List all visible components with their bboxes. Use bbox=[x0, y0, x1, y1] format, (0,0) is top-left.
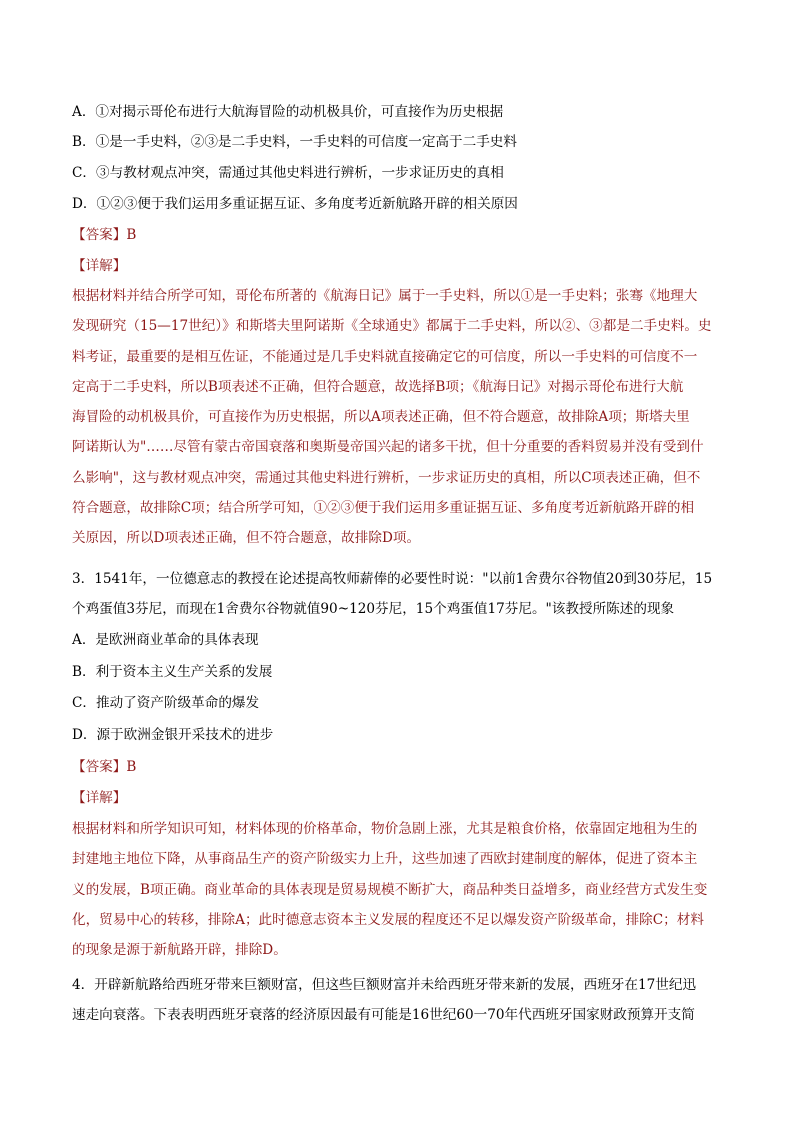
q3-explanation-line: 化，贸易中心的转移，排除A；此时德意志资本主义发展的程度还不足以爆发资产阶级革命，排除C；材料 bbox=[72, 911, 704, 928]
q3-option-b: B．利于资本主义生产关系的发展 bbox=[72, 664, 273, 680]
q2-explanation-line: 关原因，所以D项表述正确，但不符合题意，故排除D项。 bbox=[72, 530, 421, 547]
q3-detail-label: 【详解】 bbox=[72, 790, 127, 806]
q2-detail-label: 【详解】 bbox=[72, 258, 127, 274]
q4-stem bbox=[72, 970, 724, 1031]
q2-option-b: B．①是一手史料，②③是二手史料，一手史料的可信度一定高于二手史料 bbox=[72, 134, 517, 150]
q2-explanation-line: 符合题意，故排除C项；结合所学可知，①②③便于我们运用多重证据互证、多角度考近新航路开辟的相 bbox=[72, 500, 695, 517]
q3-option-a: A．是欧洲商业革命的具体表现 bbox=[72, 632, 259, 648]
q3-explanation bbox=[72, 814, 724, 965]
q3-explanation-line: 的现象是源于新航路开辟，排除D。 bbox=[72, 942, 287, 959]
q4-stem-line: 4．开辟新航路给西班牙带来巨额财富，但这些巨额财富并未给西班牙带来新的发展，西班牙在17世纪迅 bbox=[72, 977, 697, 993]
q4-stem-line: 速走向衰落。下表表明西班牙衰落的经济原因最有可能是16世纪60一70年代西班牙国家财政预算开支简 bbox=[72, 1007, 695, 1024]
q2-explanation-line: 根据材料并结合所学可知，哥伦布所著的《航海日记》属于一手史料，所以①是一手史料；张骞《地理大 bbox=[72, 288, 698, 304]
q2-explanation-line: 定高于二手史料，所以B项表述不正确，但符合题意，故选择B项；《航海日记》对揭示哥伦布进行大航 bbox=[72, 378, 684, 395]
q2-explanation-line: 阿诺斯认为"……尽管有蒙古帝国衰落和奥斯曼帝国兴起的诸多干扰，但十分重要的香料贸易并没有受到什 bbox=[72, 439, 704, 456]
q2-explanation-line: 发现研究（15—17世纪）》和斯塔夫里阿诺斯《全球通史》都属于二手史料，所以②、③都是二手史料。史 bbox=[72, 318, 712, 335]
q3-stem bbox=[72, 564, 724, 625]
q2-option-d: D．①②③便于我们运用多重证据互证、多角度考近新航路开辟的相关原因 bbox=[72, 196, 518, 212]
q3-explanation-line: 义的发展，B项正确。商业革命的具体表现是贸易规模不断扩大，商品种类日益增多，商业经营方式发生变 bbox=[72, 881, 708, 898]
q2-answer: 【答案】B bbox=[72, 227, 137, 243]
q2-explanation-line: 海冒险的动机极具价，可直接作为历史根据，所以A项表述正确，但不符合题意，故排除A项；斯塔夫里 bbox=[72, 409, 690, 426]
q2-explanation-line: 料考证，最重要的是相互佐证，不能通过是几手史料就直接确定它的可信度，所以一手史料的可信度不一 bbox=[72, 348, 698, 365]
q2-option-c: C．③与教材观点冲突，需通过其他史料进行辨析，一步求证历史的真相 bbox=[72, 165, 504, 181]
q3-explanation-line: 封建地主地位下降，从事商品生产的资产阶级实力上升，这些加速了西欧封建制度的解体，促进了资本主 bbox=[72, 851, 698, 868]
q2-option-a: A．①对揭示哥伦布进行大航海冒险的动机极具价，可直接作为历史根据 bbox=[72, 104, 504, 120]
q3-option-d: D．源于欧洲金银开采技术的进步 bbox=[72, 727, 274, 743]
q2-explanation bbox=[72, 281, 724, 554]
q3-stem-line: 3．1541年，一位德意志的教授在论述提高牧师薪俸的必要性时说："以前1舍费尔谷物值20到30芬尼，15 bbox=[72, 571, 713, 587]
q3-answer: 【答案】B bbox=[72, 759, 137, 775]
q3-explanation-line: 根据材料和所学知识可知，材料体现的价格革命，物价急剧上涨，尤其是粮食价格，依靠固定地租为生的 bbox=[72, 821, 698, 837]
q3-option-c: C．推动了资产阶级革命的爆发 bbox=[72, 695, 260, 711]
q2-explanation-line: 么影响"，这与教材观点冲突，需通过其他史料进行辨析，一步求证历史的真相，所以C项表述正确，但不 bbox=[72, 469, 701, 486]
q3-stem-line: 个鸡蛋值3芬尼，而现在1舍费尔谷物就值90~120芬尼，15个鸡蛋值17芬尼。"该教授所陈述的现象 bbox=[72, 601, 675, 618]
